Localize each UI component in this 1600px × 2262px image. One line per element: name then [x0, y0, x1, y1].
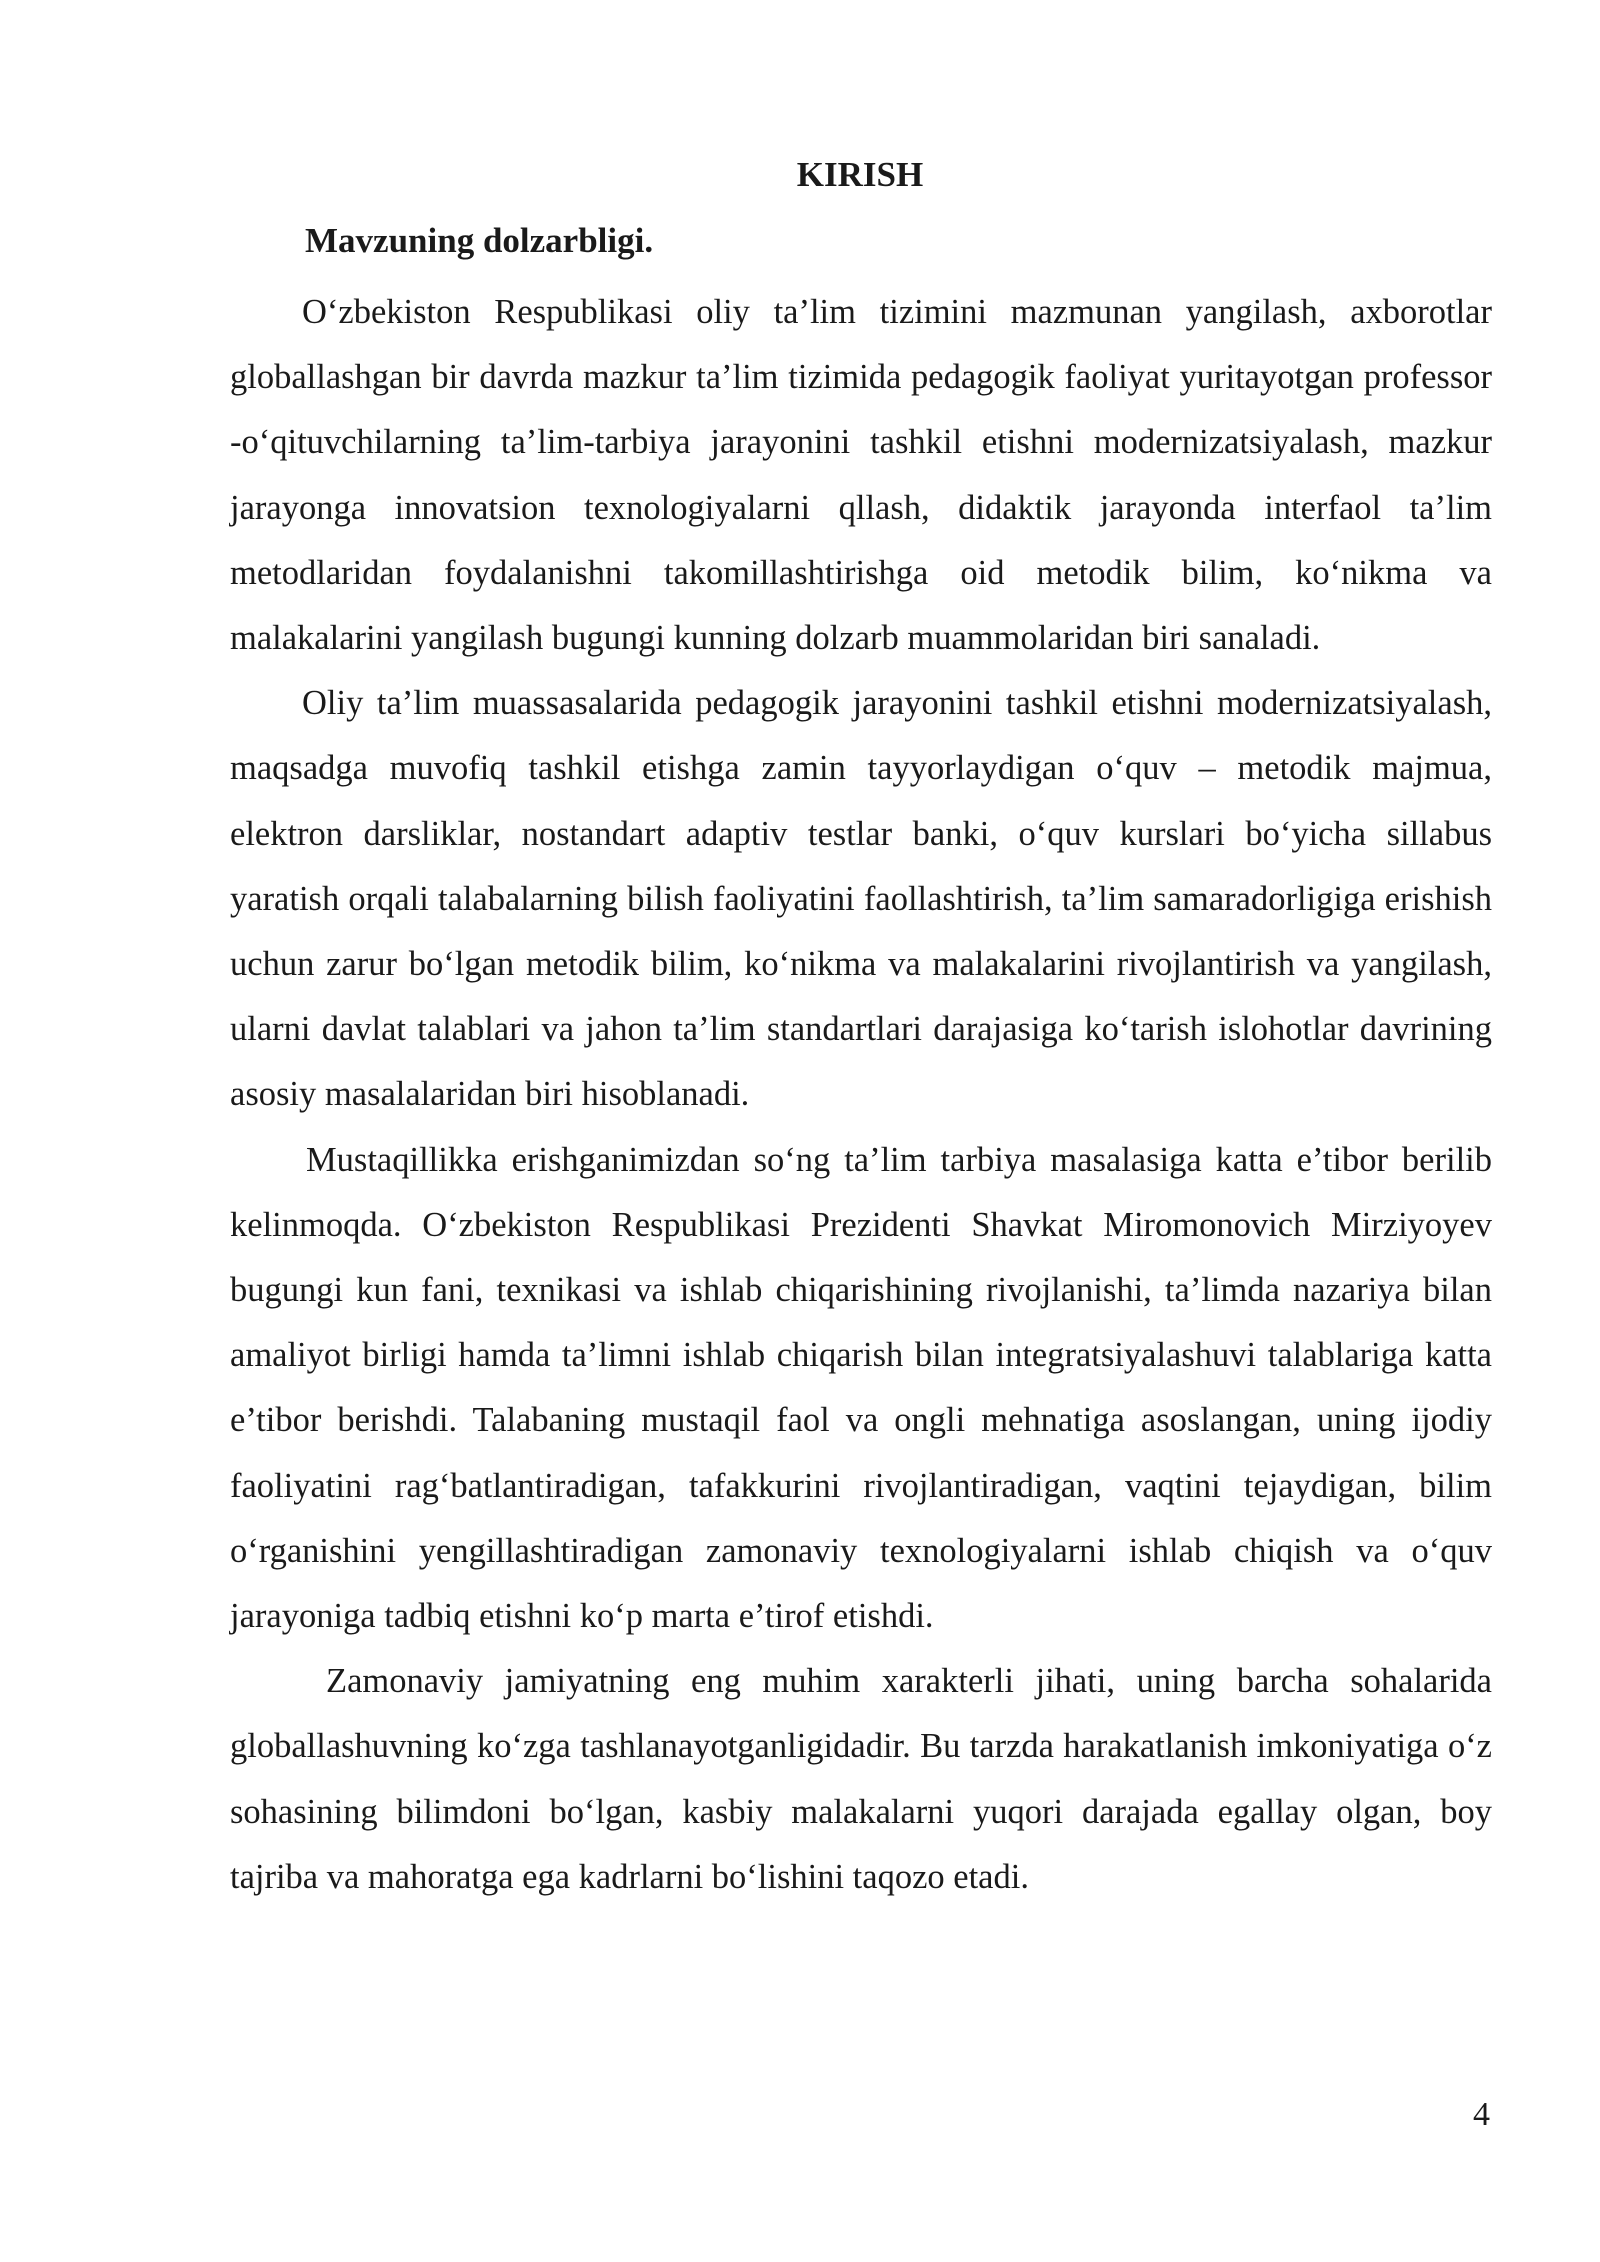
section-subheading: Mavzuning dolzarbligi.	[305, 221, 654, 260]
body-text	[230, 280, 1492, 1910]
page-number: 4	[1473, 2096, 1490, 2133]
paragraph-3: Mustaqillikka erishganimizdan so‘ng ta’lim tarbiya masalasiga katta e’tibor berilib kelinmoqda. O‘zbekiston Respublikasi Prezidenti Shavkat Miromonovich Mirziyoyev bugungi kun fani, texnikasi va ishlab chiqarishining rivojlanishi, ta’limda nazariya bilan amaliyot birligi hamda ta’limni ishlab chiqarish bilan integratsiyalashuvi talablariga katta e’tibor berishdi. Talabaning mustaqil faol va ongli mehnatiga asoslangan, uning ijodiy faoliyatini rag‘batlantiradigan, tafakkurini rivojlantiradigan, vaqtini tejaydigan, bilim o‘rganishini yengillashtiradigan zamonaviy texnologiyalarni ishlab chiqish va o‘quv jarayoniga tadbiq etishni ko‘p marta e’tirof etishdi.	[230, 1140, 1492, 1636]
page-title: KIRISH	[796, 155, 924, 194]
paragraph-1: O‘zbekiston Respublikasi oliy ta’lim tizimini mazmunan yangilash, axborotlar globallashgan bir davrda mazkur ta’lim tizimida pedagogik faoliyat yuritayotgan professor -o‘qituvchilarning ta’lim-tarbiya jarayonini tashkil etishni modernizatsiyalash, mazkur jarayonga innovatsion texnologiyalarni qllash, didaktik jarayonda interfaol ta’lim metodlaridan foydalanishni takomillashtirishga oid metodik bilim, ko‘nikma va malakalarini yangilash bugungi kunning dolzarb muammolaridan biri sanaladi.	[230, 293, 1492, 658]
paragraph-2: Oliy ta’lim muassasalarida pedagogik jarayonini tashkil etishni modernizatsiyalash, maqsadga muvofiq tashkil etishga zamin tayyorlaydigan o‘quv – metodik majmua, elektron darsliklar, nostandart adaptiv testlar banki, o‘quv kurslari bo‘yicha sillabus yaratish orqali talabalarning bilish faoliyatini faollashtirish, ta’lim samaradorligiga erishish uchun zarur bo‘lgan metodik bilim, ko‘nikma va malakalarini rivojlantirish va yangilash, ularni davlat talablari va jahon ta’lim standartlari darajasiga ko‘tarish islohotlar davrining asosiy masalalaridan biri hisoblanadi.	[230, 684, 1492, 1114]
paragraph-4: Zamonaviy jamiyatning eng muhim xarakterli jihati, uning barcha sohalarida globallashuvning ko‘zga tashlanayotganligidadir. Bu tarzda harakatlanish imkoniyatiga o‘z sohasining bilimdoni bo‘lgan, kasbiy malakalarni yuqori darajada egallay olgan, boy tajriba va mahoratga ega kadrlarni bo‘lishini taqozo etadi.	[230, 1662, 1492, 1896]
